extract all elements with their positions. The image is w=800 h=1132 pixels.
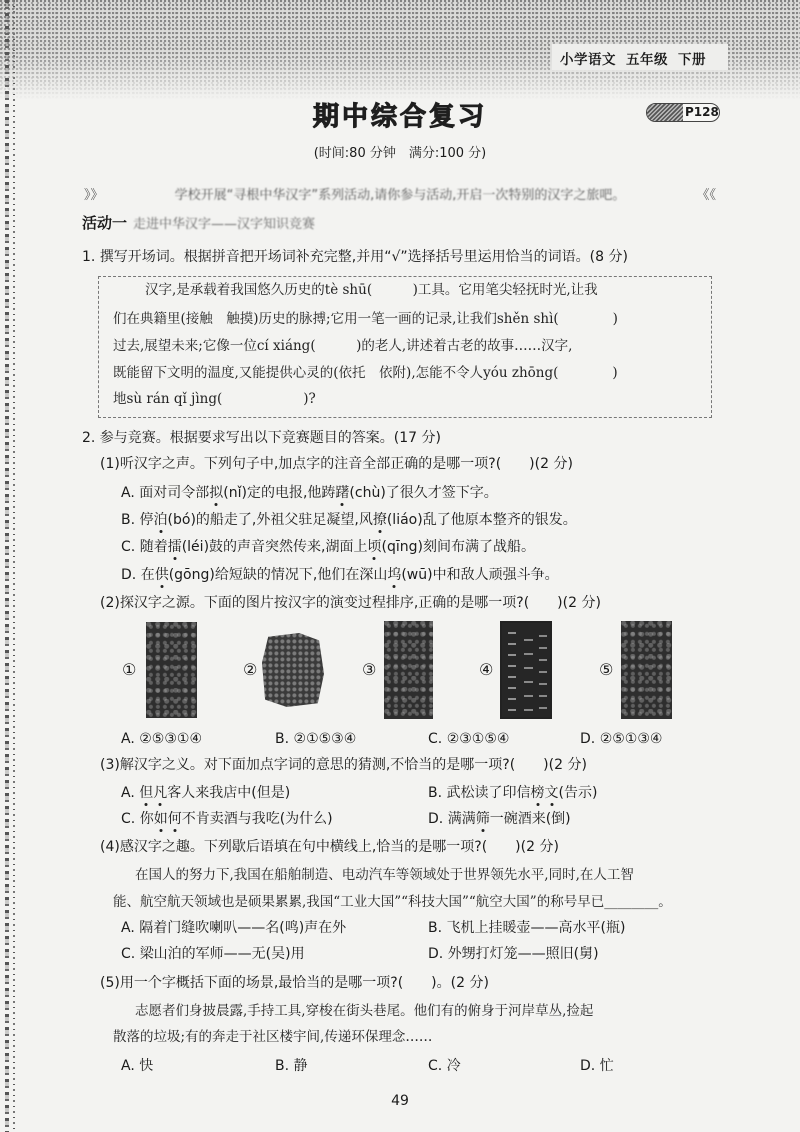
intro-open-mark: 》》 xyxy=(84,188,104,203)
page-title: 期中综合复习 xyxy=(312,102,487,132)
q2-part4-passage-line: 能、航空航天领域也是硕果累累,我国“工业大国”“科技大国”“航空大国”的称号早已________。 xyxy=(113,894,672,910)
option-label: C. xyxy=(121,811,136,827)
dotted-character: 如 xyxy=(153,811,168,827)
dotted-character: 顷 xyxy=(367,539,382,555)
dotted-character: 凡 xyxy=(153,785,168,801)
q2-part1-option-a xyxy=(121,484,498,502)
option-label: D. xyxy=(580,731,596,747)
q2-part4-passage-line: 在国人的努力下,我国在船舶制造、电动汽车等领域处于世界领先水平,同时,在人工智 xyxy=(135,867,634,883)
dotted-character: 供 xyxy=(154,567,169,583)
dotted-character: 擂 xyxy=(167,539,182,555)
character-evolution-image-2 xyxy=(262,633,324,707)
q2-part1-stem: (1)听汉字之声。下列句子中,加点字的注音全部正确的是哪一项?( )(2 分) xyxy=(100,456,573,472)
option-label: C. xyxy=(121,946,136,962)
q2-part3-option-d xyxy=(428,810,571,828)
option-text: ②⑤①③④ xyxy=(599,731,663,747)
dotted-character: 撩 xyxy=(372,512,387,528)
option-label: C. xyxy=(428,731,443,747)
grade-label: 五年级 xyxy=(626,52,668,68)
subject-label: 小学语文 xyxy=(560,52,616,68)
q2-part5-option-a xyxy=(121,1057,153,1075)
option-label: B. xyxy=(275,1058,290,1074)
dotted-character: 泊 xyxy=(153,512,168,528)
activity-intro xyxy=(84,184,716,203)
q2-part2-stem: (2)探汉字之源。下面的图片按汉字的演变过程排序,正确的是哪一项?( )(2 分) xyxy=(100,595,601,611)
character-evolution-image-4 xyxy=(500,621,552,719)
image-number-4: ④ xyxy=(479,660,494,679)
character-evolution-image-1 xyxy=(146,622,197,718)
q2-part5-passage-line: 散落的垃圾;有的奔走于社区楼宇间,传递环保理念…… xyxy=(113,1029,433,1045)
option-text: 隔着门缝吹喇叭——名(鸣)声在外 xyxy=(139,920,347,936)
dotted-character: 筛 xyxy=(475,811,490,827)
volume-label: 下册 xyxy=(678,52,706,68)
option-label: D. xyxy=(428,811,444,827)
option-label: A. xyxy=(121,731,135,747)
option-text: 忙 xyxy=(599,1058,614,1074)
answer-page-ref: P128 xyxy=(685,105,719,119)
scan-edge-mark xyxy=(13,0,15,1132)
dotted-character: 文 xyxy=(544,785,559,801)
option-text: ②①⑤③④ xyxy=(293,731,357,747)
option-text: 快 xyxy=(139,1058,154,1074)
q1-passage-line: 地sù rán qǐ jìng( )? xyxy=(113,391,316,407)
option-label: B. xyxy=(275,731,290,747)
dotted-character: 何 xyxy=(167,811,182,827)
activity-subtitle: 走进中华汉字——汉字知识竞赛 xyxy=(133,217,316,232)
activity-heading xyxy=(82,212,315,233)
q2-part4-option-a xyxy=(121,919,346,937)
option-text: 但凡客人来我店中(但是) xyxy=(139,785,291,801)
q1-stem: 1. 撰写开场词。根据拼音把开场词补充完整,并用“√”选择括号里运用恰当的词语。(8 分) xyxy=(82,249,628,265)
option-label: D. xyxy=(121,567,137,583)
image-number-1: ① xyxy=(122,660,137,679)
intro-text: 学校开展“寻根中华汉字”系列活动,请你参与活动,开启一次特别的汉字之旅吧。 xyxy=(174,188,626,203)
character-evolution-image-5 xyxy=(621,621,672,719)
q2-part2-option-a xyxy=(121,730,202,748)
option-label: C. xyxy=(121,539,136,555)
q2-part2-option-c xyxy=(428,730,509,748)
dotted-character: 榜 xyxy=(530,785,545,801)
activity-label: 活动一 xyxy=(82,214,128,232)
image-number-2: ② xyxy=(243,660,258,679)
q2-stem: 2. 参与竞赛。根据要求写出以下竞赛题目的答案。(17 分) xyxy=(82,430,441,446)
option-label: A. xyxy=(121,1058,135,1074)
option-label: B. xyxy=(121,512,136,528)
dotted-character: 躇 xyxy=(335,485,350,501)
q2-part3-stem: (3)解汉字之义。对下面加点字词的意思的猜测,不恰当的是哪一项?( )(2 分) xyxy=(100,757,587,773)
q2-part3-option-b xyxy=(428,784,597,802)
image-number-5: ⑤ xyxy=(599,660,614,679)
q2-part1-option-c xyxy=(121,538,535,556)
q2-part3-option-c xyxy=(121,810,333,828)
q2-part3-option-a xyxy=(121,784,290,802)
q2-part4-option-d xyxy=(428,945,599,963)
q2-part2-option-b xyxy=(275,730,356,748)
option-label: C. xyxy=(428,1058,443,1074)
q2-part4-stem: (4)感汉字之趣。下列歇后语填在句中横线上,恰当的是哪一项?( )(2 分) xyxy=(100,839,559,855)
option-text: 满满筛一碗酒来(倒) xyxy=(447,811,571,827)
option-label: B. xyxy=(428,920,443,936)
option-label: A. xyxy=(121,785,135,801)
q2-part5-stem: (5)用一个字概括下面的场景,最恰当的是哪一项?( )。(2 分) xyxy=(100,975,489,991)
intro-close-mark: 《《 xyxy=(696,188,716,203)
q2-part5-option-c xyxy=(428,1057,461,1075)
dotted-character: 坞 xyxy=(387,567,402,583)
option-text: 面对司令部拟(nǐ)定的电报,他踌躇(chù)了很久才签下字。 xyxy=(139,485,498,501)
book-header xyxy=(560,48,706,68)
answer-tag-shade xyxy=(647,104,683,121)
q2-part1-option-b xyxy=(121,511,577,529)
q2-part5-option-b xyxy=(275,1057,308,1075)
option-label: D. xyxy=(428,946,444,962)
image-number-3: ③ xyxy=(362,660,377,679)
q2-part5-passage-line: 志愿者们身披晨露,手持工具,穿梭在街头巷尾。他们有的俯身于河岸草丛,捡起 xyxy=(135,1003,594,1019)
option-text: 冷 xyxy=(446,1058,461,1074)
q1-passage-line: 们在典籍里(接触 触摸)历史的脉搏;它用一笔一画的记录,让我们shěn shì( ) xyxy=(113,311,618,327)
option-label: D. xyxy=(580,1058,596,1074)
option-text: 停泊(bó)的船走了,外祖父驻足凝望,风撩(liáo)乱了他原本整齐的银发。 xyxy=(139,512,577,528)
option-label: A. xyxy=(121,920,135,936)
option-text: 外甥打灯笼——照旧(舅) xyxy=(447,946,599,962)
q2-part5-option-d xyxy=(580,1057,614,1075)
option-text: ②⑤③①④ xyxy=(139,731,202,747)
page-number: 49 xyxy=(391,1093,409,1109)
option-label: B. xyxy=(428,785,443,801)
option-text: 静 xyxy=(293,1058,308,1074)
q2-part4-option-c xyxy=(121,945,305,963)
q2-part4-option-b xyxy=(428,919,625,937)
option-text: 在供(gōng)给短缺的情况下,他们在深山坞(wū)中和敌人顽强斗争。 xyxy=(140,567,559,583)
option-text: ②③①⑤④ xyxy=(446,731,510,747)
dotted-character: 拟 xyxy=(209,485,224,501)
option-text: 武松读了印信榜文(告示) xyxy=(446,785,598,801)
q2-part1-option-d xyxy=(121,566,559,584)
exam-info: (时间:80 分钟 满分:100 分) xyxy=(313,146,487,161)
q1-passage-line: 过去,展望未来;它像一位cí xiáng( )的老人,讲述着古老的故事……汉字, xyxy=(113,338,573,354)
option-text: 你如何不肯卖酒与我吃(为什么) xyxy=(139,811,333,827)
character-evolution-image-3 xyxy=(384,621,433,719)
option-text: 梁山泊的军师——无(吴)用 xyxy=(139,946,305,962)
dotted-character: 但 xyxy=(139,785,154,801)
answer-page-tag xyxy=(646,103,720,122)
q1-passage-line: 既能留下文明的温度,又能提供心灵的(依托 依附),怎能不令人yóu zhōng( ) xyxy=(113,365,618,381)
q1-passage-line: 汉字,是承载着我国悠久历史的tè shū( )工具。它用笔尖轻抚时光,让我 xyxy=(145,282,598,298)
scan-edge-mark xyxy=(5,0,9,1132)
option-text: 飞机上挂暖壶——高水平(瓶) xyxy=(446,920,626,936)
q2-part2-option-d xyxy=(580,730,662,748)
option-text: 随着擂(léi)鼓的声音突然传来,湖面上顷(qīng)刻间布满了战船。 xyxy=(139,539,535,555)
option-label: A. xyxy=(121,485,135,501)
